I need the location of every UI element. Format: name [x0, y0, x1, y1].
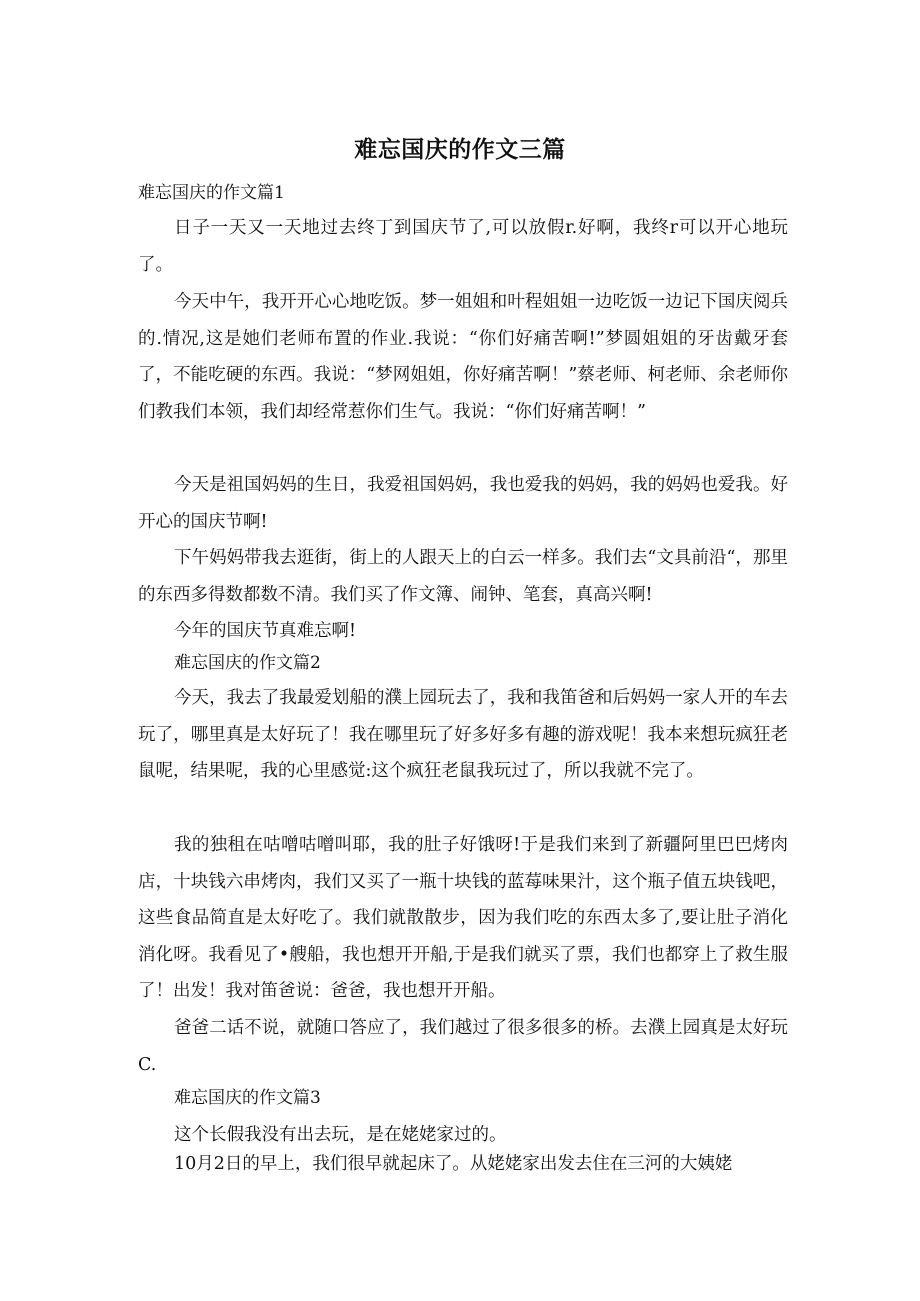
paragraph: 今年的国庆节真难忘啊! [174, 621, 357, 641]
paragraph: 这个长假我没有出去玩，是在姥姥家过的。 [174, 1125, 507, 1145]
document-title: 难忘国庆的作文三篇 [354, 137, 566, 163]
paragraph: 今天中午，我开开心心地吃饭。梦一姐姐和叶程姐姐一边吃饭一边记下国庆阅兵的.情况,这是她们老师布置的作业.我说：“你们好痛苦啊!”梦圆姐姐的牙齿戴牙套了，不能吃硬的东西。我说：“梦网姐姐，你好痛苦啊！”蔡老师、柯老师、余老师你们教我们本领，我们却经常惹你们生气。我说：“你们好痛苦啊！” [138, 292, 788, 422]
paragraph: 爸爸二话不说，就随口答应了，我们越过了很多很多的桥。去濮上园真是太好玩C. [138, 1018, 788, 1075]
section-heading-1: 难忘国庆的作文篇1 [138, 183, 285, 203]
paragraph: 下午妈妈带我去逛街，街上的人跟天上的白云一样多。我们去“文具前沿“，那里的东西多得数都数不清。我们买了作文簿、闹钟、笔套，真高兴啊! [138, 548, 788, 605]
paragraph: 今天，我去了我最爱划船的濮上园玩去了，我和我笛爸和后妈妈一家人开的车去玩了，哪里真是太好玩了！我在哪里玩了好多好多有趣的游戏呢！我本来想玩疯狂老鼠呢，结果呢，我的心里感觉:这个疯狂老鼠我玩过了，所以我就不完了。 [138, 688, 788, 781]
paragraph: 日子一天又一天地过去终丁到国庆节了,可以放假r.好啊，我终r可以开心地玩了。 [138, 218, 788, 275]
section-heading-3: 难忘国庆的作文篇3 [174, 1088, 321, 1108]
paragraph: 今天是祖国妈妈的生日，我爱祖国妈妈，我也爱我的妈妈，我的妈妈也爱我。好开心的国庆节啊! [138, 475, 788, 532]
section-heading-2: 难忘国庆的作文篇2 [174, 653, 321, 673]
paragraph: 10月2日的早上，我们很早就起床了。从姥姥家出发去住在三河的大姨姥 [174, 1154, 733, 1174]
paragraph: 我的独租在咕噌咕噌叫耶，我的肚子好饿呀!于是我们来到了新疆阿里巴巴烤肉店，十块钱六串烤肉，我们又买了一瓶十块钱的蓝莓味果汁，这个瓶子值五块钱吧，这些食品简直是太好吃了。我们就散散步，因为我们吃的东西太多了,要让肚子消化消化呀。我看见了•艘船，我也想开开船,于是我们就买了票，我们也都穿上了救生服了！出发！我对笛爸说：爸爸，我也想开开船。 [138, 835, 788, 1001]
